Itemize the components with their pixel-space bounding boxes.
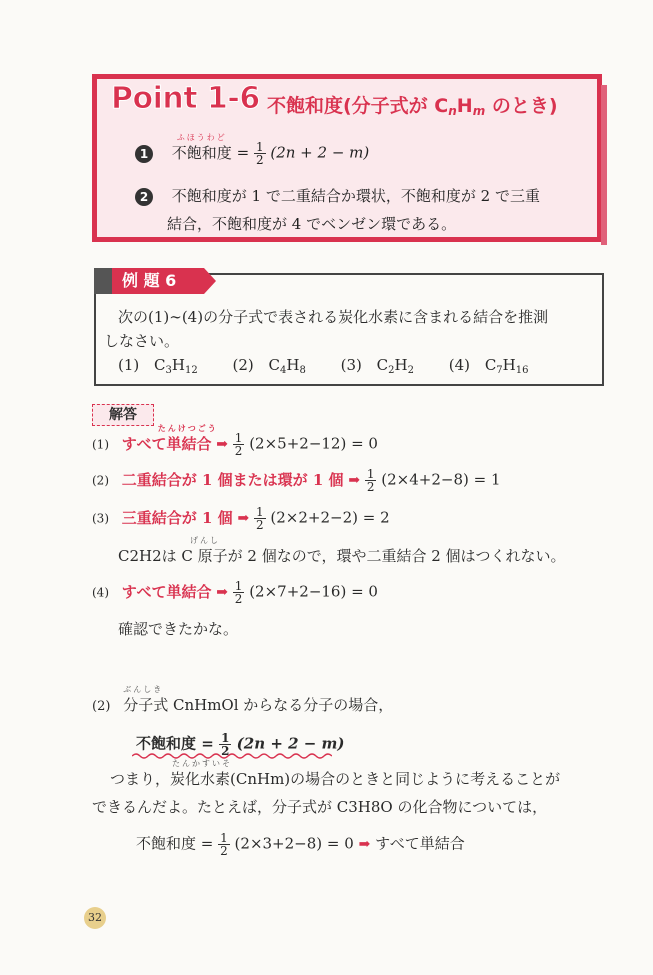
section2-example-result: すべて単結合: [375, 834, 465, 853]
answer-row-1: [92, 422, 378, 458]
example-tag: 例 題 6: [94, 268, 204, 294]
wavy-underline: [132, 752, 332, 760]
answer-row-3: [92, 506, 390, 531]
item1-formula: (2n + 2 − m): [270, 143, 370, 162]
frac-den: 2: [255, 518, 264, 532]
answer-row-2-label: (2): [92, 473, 109, 488]
point-label: Point 1-6: [111, 81, 260, 116]
section2-line2: できるんだよ。たとえば，分子式が C3H8O の化合物については，: [92, 798, 548, 816]
answer-note: C2H2は C 原子が 2 個なので，環や二重結合 2 個はつくれない。: [118, 547, 566, 565]
frac-den: 2: [366, 480, 375, 494]
section2-line1: つまり，炭化水素(CnHm)の場合のときと同じように考えることが: [110, 770, 561, 788]
arrow-icon: ➡: [216, 584, 228, 601]
section2-ruby: ぶんしき: [123, 685, 164, 694]
point-box-shadow: [601, 85, 607, 245]
point-title-prefix: 不飽和度(分子式が C: [267, 95, 449, 117]
item1-number: 1: [135, 145, 153, 163]
opt4-label: (4): [448, 356, 471, 374]
item1-term: 不飽和度: [171, 143, 232, 162]
item2-number: 2: [135, 188, 153, 206]
opt2-formula: $C_4H_8$: [268, 356, 306, 376]
item2-line2: 結合，不飽和度が 4 でベンゼン環である。: [167, 215, 457, 233]
answer-row-1-ruby: たんけつごう: [157, 422, 218, 433]
opt4-formula: $C_7H_{16}$: [484, 356, 529, 376]
frac-den: 2: [255, 153, 264, 167]
section2-heading-wrap: [92, 685, 394, 715]
answer-note-wrap: [118, 536, 566, 566]
answer-row-2-frac: [365, 468, 377, 493]
frac-den: 2: [234, 444, 243, 458]
frac-num: 1: [255, 505, 264, 519]
section2-heading: 分子式 CnHmOl からなる分子の場合，: [123, 696, 394, 714]
example-tag-left: [94, 268, 112, 294]
point-title: [267, 91, 558, 118]
section2-example-eq: 不飽和度 =: [136, 834, 214, 853]
point-title-m: m: [472, 104, 486, 118]
example-line2: しなさい。: [104, 332, 180, 350]
section2-line1-wrap: [110, 759, 561, 789]
opt1-formula: $C_3H_{12}$: [154, 356, 198, 376]
answer-row-3-label: (3): [92, 511, 109, 526]
item1-eq: =: [236, 143, 250, 162]
answer-badge: 解答: [92, 404, 154, 426]
frac-num: 1: [220, 831, 228, 845]
arrow-icon: ➡: [348, 472, 361, 489]
opt3-formula: $C_2H_2$: [376, 356, 414, 376]
answer-row-3-calc: (2×2+2−2) = 2: [270, 508, 390, 527]
answer-confirm: 確認できたかな。: [118, 620, 239, 638]
example-options: [118, 356, 529, 376]
answer-note-ruby: げんし: [190, 536, 220, 545]
frac-den: 2: [234, 592, 243, 606]
frac-num: 1: [234, 431, 243, 445]
section2-formula-term: 不飽和度: [136, 734, 197, 753]
page-number: 32: [84, 907, 106, 929]
frac-num: 1: [255, 140, 264, 154]
point-box: [92, 74, 602, 242]
answer-row-1-calc: (2×5+2−12) = 0: [249, 434, 378, 453]
item1-ruby: ふほうわど: [176, 132, 227, 142]
answer-row-2-text: 二重結合が 1 個または環が 1 個: [121, 470, 344, 489]
item2-line1: 不飽和度が 1 で二重結合か環状，不飽和度が 2 で三重: [171, 187, 540, 205]
answer-row-2: [92, 468, 501, 493]
opt2-label: (2): [232, 356, 254, 374]
example-line1: 次の(1)∼(4)の分子式で表される炭化水素に含まれる結合を推測: [118, 308, 549, 326]
answer-row-1-text-wrap: [121, 422, 218, 454]
item1-fraction: [254, 141, 266, 166]
section2-example-calc: (2×3+2−8) = 0: [234, 834, 354, 853]
answer-row-4: [92, 580, 378, 605]
answer-row-3-frac: [254, 506, 266, 531]
section2-heading-inner: [123, 685, 394, 715]
section2-formula: 不飽和度 = $\frac{1}{2}$ (2n + 2 − m): [136, 731, 345, 758]
answer-row-4-text: すべて単結合: [121, 582, 212, 601]
point-item-1: [135, 132, 370, 167]
answer-row-1-label: (1): [92, 437, 109, 452]
point-title-h: H: [456, 95, 473, 117]
arrow-icon: ➡: [237, 510, 250, 527]
point-title-n: n: [448, 104, 457, 118]
item1-term-wrap: [171, 132, 232, 163]
section2-example: [136, 832, 465, 857]
arrow-icon: ➡: [358, 836, 371, 853]
frac-den: 2: [220, 844, 228, 858]
answer-row-4-calc: (2×7+2−16) = 0: [249, 582, 378, 601]
arrow-icon: ➡: [216, 436, 228, 453]
frac-num: 1: [234, 579, 243, 593]
answer-row-2-calc: (2×4+2−8) = 1: [381, 470, 501, 489]
frac-num: 1: [366, 467, 375, 481]
example-tag-arrow: [204, 268, 216, 294]
frac-num: 1: [221, 731, 230, 745]
section2-example-frac: [218, 832, 230, 857]
answer-row-4-label: (4): [92, 585, 109, 600]
section2-line1-ruby: たんかすいそ: [172, 759, 232, 768]
answer-row-4-frac: [233, 580, 245, 605]
point-title-suffix: のとき): [485, 95, 558, 117]
answer-row-3-text: 三重結合が 1 個: [121, 508, 233, 527]
opt3-label: (3): [340, 356, 362, 374]
point-item-2: [135, 185, 540, 206]
section2-formula-rest: (2n + 2 − m): [236, 734, 345, 753]
answer-row-1-frac: [233, 432, 245, 457]
opt1-label: (1): [118, 356, 140, 374]
frac-den: 2: [221, 744, 230, 758]
answer-row-1-text: すべて単結合: [121, 434, 212, 453]
section2-label: (2): [92, 699, 111, 714]
